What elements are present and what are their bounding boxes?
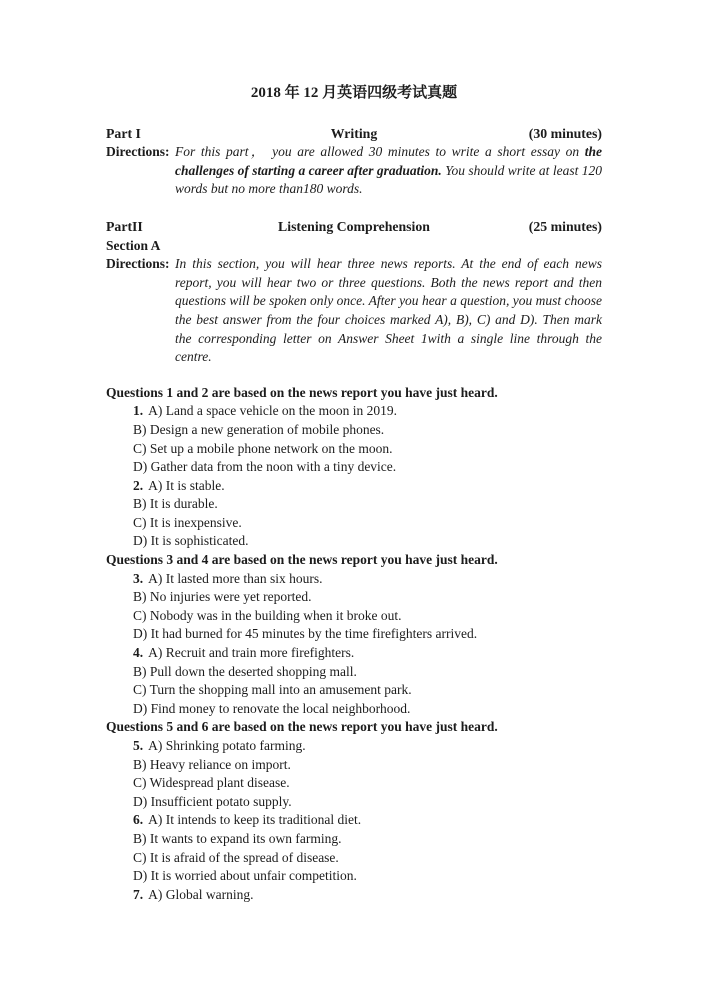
part2-directions (106, 255, 602, 367)
question-number: 3. (133, 570, 144, 586)
directions-segment-bold: the challenges of starting a career after graduation. (175, 144, 602, 178)
option-line (106, 607, 602, 626)
page-content (106, 84, 602, 904)
option-line (106, 867, 602, 886)
part2-directions-label: Directions: (106, 256, 170, 272)
option-line (106, 421, 602, 440)
option-line (106, 402, 602, 421)
option-text: D) It is sophisticated. (133, 533, 249, 549)
option-line (106, 849, 602, 868)
option-text: B) No injuries were yet reported. (133, 589, 312, 605)
option-text: A) It intends to keep its traditional diet. (148, 812, 362, 828)
question-number: 5. (133, 738, 144, 753)
option-text: C) It is afraid of the spread of disease. (133, 849, 339, 865)
option-text: B) Pull down the deserted shopping mall. (133, 663, 357, 679)
option-text: B) Design a new generation of mobile phones. (133, 421, 385, 437)
part1-directions-label: Directions: (106, 144, 170, 160)
part1-time: (30 minutes) (528, 125, 602, 141)
part2-heading: Listening Comprehension (278, 218, 430, 234)
option-line (106, 811, 602, 830)
exam-title: 2018 年 12 月英语四级考试真题 (250, 85, 458, 101)
directions-segment-regular: You should write at least 120 words but no more than180 words. (175, 162, 602, 197)
option-line (106, 514, 602, 533)
part2-directions-text: In this section, you will hear three news reports. At the end of each news report, you will hear two or three questions. Both the news report and then questions will be spoken only once. After you hear a question, you must choose the best answer from the four choices marked A), B), C) and D). Then mark the corresponding letter on Answer Sheet 1with a single line through the centre. (175, 256, 602, 365)
option-text: D) Find money to renovate the local neighborhood. (133, 700, 411, 716)
option-text: A) Land a space vehicle on the moon in 2019. (148, 403, 398, 419)
option-text: B) Heavy reliance on import. (133, 756, 291, 772)
option-line (106, 532, 602, 551)
question-number: 2. (133, 477, 144, 493)
option-text: D) It had burned for 45 minutes by the time firefighters arrived. (133, 626, 478, 642)
part1-directions (106, 143, 602, 199)
option-line (106, 700, 602, 719)
part2-section-label: Section A (106, 237, 161, 253)
option-text: D) It is worried about unfair competition. (133, 868, 357, 884)
question-number: 6. (133, 812, 144, 828)
directions-segment-regular: For this part， you are allowed 30 minutes to write a short essay on (175, 144, 585, 160)
option-text: C) It is inexpensive. (133, 514, 242, 530)
option-line (106, 681, 602, 700)
option-line (106, 774, 602, 793)
part2-label: PartII (106, 218, 143, 234)
option-text: A) It is stable. (148, 477, 225, 493)
option-line (106, 756, 602, 775)
option-text: C) Widespread plant disease. (133, 775, 290, 791)
option-line (106, 570, 602, 589)
option-text: A) Global warning. (148, 886, 254, 902)
option-text: C) Nobody was in the building when it broke out. (133, 607, 402, 623)
option-line (106, 440, 602, 459)
option-text: A) Shrinking potato farming. (148, 738, 306, 753)
part1-label: Part I (106, 125, 141, 141)
part2-time: (25 minutes) (528, 218, 602, 234)
option-line (106, 458, 602, 477)
question-number: 7. (133, 886, 144, 902)
question-group-2-heading: Questions 3 and 4 are based on the news report you have just heard. (106, 552, 498, 568)
question-number: 1. (133, 403, 144, 419)
option-line (106, 830, 602, 849)
option-text: B) It wants to expand its own farming. (133, 830, 342, 846)
question-number: 4. (133, 645, 144, 661)
option-line (106, 793, 602, 812)
option-line (106, 625, 602, 644)
part1-header (106, 125, 602, 144)
option-line (106, 886, 602, 905)
option-text: A) It lasted more than six hours. (148, 570, 323, 586)
option-text: C) Turn the shopping mall into an amusement park. (133, 682, 412, 698)
option-line (106, 663, 602, 682)
option-line (106, 644, 602, 663)
part1-directions-text (175, 143, 602, 199)
questions-section (106, 384, 602, 905)
question-group-3-heading: Questions 5 and 6 are based on the news report you have just heard. (106, 719, 498, 735)
question-group-1-heading: Questions 1 and 2 are based on the news report you have just heard. (106, 384, 498, 400)
part2-block (106, 218, 602, 367)
option-text: C) Set up a mobile phone network on the moon. (133, 440, 393, 456)
option-line (106, 477, 602, 496)
option-line (106, 737, 602, 756)
option-line (106, 495, 602, 514)
option-text: A) Recruit and train more firefighters. (148, 645, 355, 661)
part2-header (106, 218, 602, 237)
option-text: B) It is durable. (133, 496, 218, 512)
part1-heading: Writing (330, 125, 378, 141)
option-line (106, 588, 602, 607)
option-text: D) Gather data from the noon with a tiny device. (133, 459, 397, 475)
option-text: D) Insufficient potato supply. (133, 793, 292, 809)
